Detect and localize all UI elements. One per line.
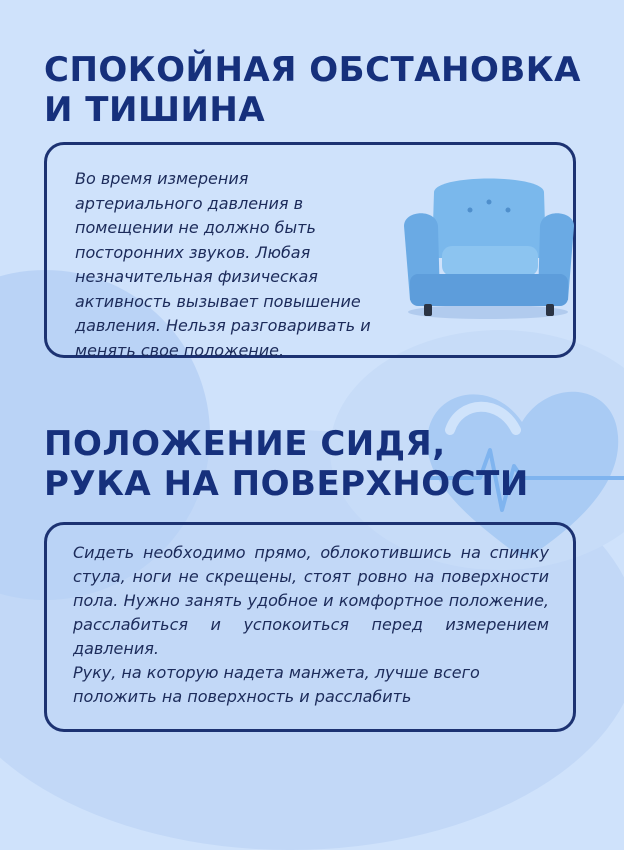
section1-text: Во время измерения артериального давления в помещении не должно быть посторонних звуков. Любая незначительная физическая активность вызывает повышение давления. Нельзя разговаривать и менять свое положение. [75, 169, 371, 360]
section1-heading-line1: СПОКОЙНАЯ ОБСТАНОВКА [44, 50, 581, 90]
section2-paragraph1: Сидеть необходимо прямо, облокотившись на спинку стула, ноги не скрещены, стоят ровно на поверхности пола. Нужно занять удобное и комфортное положение, расслабиться и успокоиться перед измерением давления. [73, 543, 549, 658]
section2-paragraph2: Руку, на которую надета манжета, лучше всего положить на поверхность и расслабить [73, 663, 480, 706]
section1-heading [44, 50, 581, 130]
section2-heading-line2: РУКА НА ПОВЕРХНОСТИ [44, 464, 529, 504]
section2-heading [44, 424, 529, 504]
section1-heading-line2: И ТИШИНА [44, 90, 266, 130]
section2-heading-line1: ПОЛОЖЕНИЕ СИДЯ, [44, 424, 446, 464]
section2-card [44, 522, 576, 732]
section2-text [73, 541, 549, 709]
armchair-icon [396, 162, 582, 322]
